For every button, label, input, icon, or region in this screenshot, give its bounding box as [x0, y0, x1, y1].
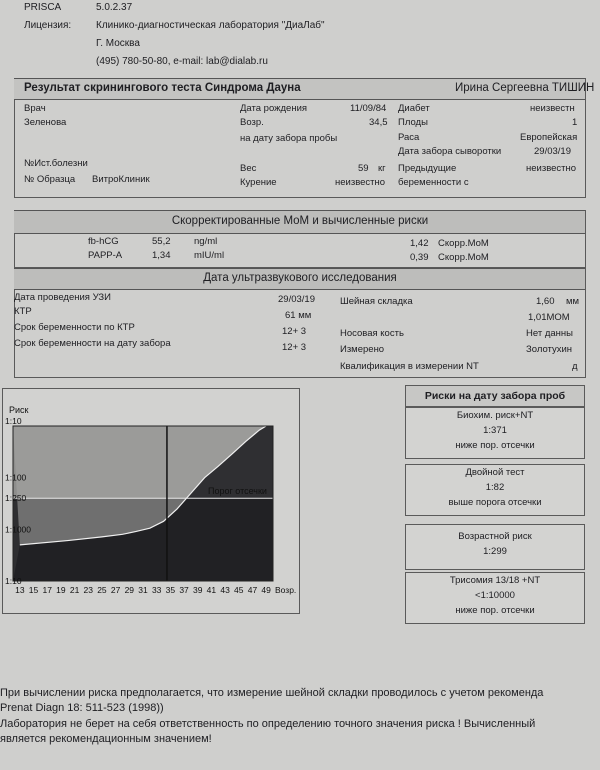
lab-contacts: (495) 780-50-80, e-mail: lab@dialab.ru: [96, 56, 268, 67]
case-number-label: №Ист.болезни: [24, 158, 88, 169]
result-title: Результат скринингового теста Синдрома Дауна: [24, 82, 301, 94]
trisomy-risk-value: <1:10000: [475, 590, 515, 601]
birth-date-value: 11/09/84: [350, 103, 387, 114]
race-label: Раса: [398, 132, 420, 143]
serum-date-value: 29/03/19: [534, 146, 571, 157]
mom-row-name: fb-hCG: [88, 236, 119, 247]
mom-title: Скорректированные МоМ и вычисленные риски: [171, 215, 429, 227]
ultrasound-title: Дата ультразвукового исследования: [203, 272, 397, 284]
age-risk-value: 1:299: [483, 546, 507, 557]
age-label-sub: на дату забора пробы: [240, 133, 338, 144]
trisomy-risk-box: [405, 572, 585, 624]
ga-ktr-label: Срок беременности по КТР: [14, 322, 135, 333]
nt-value: 1,60: [536, 296, 555, 307]
mom-row-mom-label: Скорр.МоМ: [438, 238, 489, 249]
age-value: 34,5: [369, 117, 388, 128]
mom-row-mom: 0,39: [410, 252, 429, 263]
y-tick-label: 1:10: [5, 576, 22, 586]
nasal-bone-label: Носовая кость: [340, 328, 404, 339]
diabetes-value: неизвестн: [530, 103, 575, 114]
system-label: PRISCA: [24, 2, 62, 13]
mom-row-value: 55,2: [152, 236, 171, 247]
prev-pregnancy-label-sub: беременности с: [398, 177, 469, 188]
ga-ktr-value: 12+ 3: [282, 326, 307, 337]
x-tick-label: 21: [69, 585, 80, 595]
y-axis-label: Риск: [9, 405, 29, 415]
ga-sample-value: 12+ 3: [282, 342, 307, 353]
weight-value: 59: [358, 163, 369, 174]
license-label: Лицензия:: [24, 20, 72, 31]
mom-row-mom: 1,42: [410, 238, 429, 249]
x-tick-label: 25: [97, 585, 107, 595]
mom-row-mom-label: Скорр.МоМ: [438, 252, 489, 263]
prev-pregnancy-label: Предыдущие: [398, 163, 457, 174]
us-date-value: 29/03/19: [278, 294, 315, 305]
prev-pregnancy-value: неизвестно: [526, 163, 577, 174]
x-tick-label: 43: [220, 585, 230, 595]
x-tick-label: 39: [193, 585, 203, 595]
serum-date-label: Дата забора сыворотки: [398, 146, 502, 157]
birth-date-label: Дата рождения: [240, 103, 308, 114]
x-tick-label: 15: [28, 585, 39, 595]
mom-row-name: PAPP-A: [88, 250, 123, 261]
x-tick-label: 33: [151, 585, 162, 595]
footer-line-3: Лаборатория не берет на себя ответственность по определению точного значения риска ! Вычисленный: [0, 718, 536, 730]
x-tick-label: 49: [261, 585, 271, 595]
cutoff-label: Порог отсечки: [208, 486, 267, 497]
patient-name: Ирина Сергеевна ТИШИН: [455, 82, 595, 94]
weight-label: Вес: [240, 163, 257, 174]
ktr-label: КТР: [14, 306, 32, 317]
biochem-risk-note: ниже пор. отсечки: [455, 440, 535, 451]
y-tick-label: 1:10: [5, 416, 22, 426]
double-test-box: [405, 464, 585, 516]
x-tick-label: 19: [56, 585, 66, 595]
biochem-risk-value: 1:371: [483, 425, 507, 436]
x-axis-label: Возр.: [275, 585, 297, 595]
race-value: Европейская: [520, 132, 578, 143]
sample-number-label: № Образца: [24, 174, 76, 185]
x-tick-label: 31: [138, 585, 148, 595]
y-tick-label: 1:1000: [5, 524, 31, 535]
y-tick-label: 1:250: [5, 493, 27, 504]
x-tick-label: 29: [124, 585, 135, 595]
sample-number-value: ВитроКлиник: [92, 174, 150, 185]
weight-unit: кг: [378, 163, 386, 174]
nt-unit: мм: [566, 296, 580, 307]
risk-chart: [2, 388, 300, 614]
x-tick-label: 45: [234, 585, 244, 595]
ga-sample-label: Срок беременности на дату забора: [14, 338, 171, 349]
age-risk-box: [405, 524, 585, 570]
lab-city: Г. Москва: [96, 38, 140, 49]
footer-line-2: Prenat Diagn 18: 511-523 (1998)): [0, 702, 164, 714]
mom-row-value: 1,34: [152, 250, 171, 261]
biochem-risk-label: Биохим. риск+NT: [456, 410, 534, 421]
x-tick-label: 13: [15, 585, 25, 595]
measured-label: Измерено: [340, 344, 385, 355]
footer-line-4: является рекомендационным значением!: [0, 733, 212, 745]
lab-name: Клинико-диагностическая лаборатория "ДиаЛаб": [96, 20, 325, 31]
nt-qualification-label: Квалификация в измерении NT: [340, 361, 479, 372]
measured-value: Золотухин: [526, 344, 573, 355]
risk-chart-svg: [3, 389, 299, 613]
smoking-value: неизвестно: [335, 177, 386, 188]
doctor-label: Врач: [24, 103, 46, 114]
x-tick-label: 37: [179, 585, 189, 595]
trisomy-risk-label: Трисомия 13/18 +NT: [449, 575, 541, 586]
us-date-label: Дата проведения УЗИ: [14, 292, 111, 303]
nt-label: Шейная складка: [340, 296, 413, 307]
nasal-bone-value: Нет данны: [526, 328, 573, 339]
version-label: 5.0.2.37: [96, 2, 133, 13]
x-tick-label: 23: [83, 585, 93, 595]
smoking-label: Курение: [240, 177, 277, 188]
age-label: Возр.: [240, 117, 264, 128]
mom-row-unit: mIU/ml: [194, 250, 225, 261]
doctor-name: Зеленова: [24, 117, 67, 128]
age-risk-label: Возрастной риск: [458, 531, 532, 542]
nt-mom: 1,01МОМ: [528, 312, 570, 323]
ktr-value: 61 мм: [285, 310, 312, 321]
fetus-label: Плоды: [398, 117, 428, 128]
footer-line-1: При вычислении риска предполагается, что измерение шейной складки проводилось с учетом рекоменда: [0, 687, 544, 699]
x-tick-label: 47: [247, 585, 258, 595]
double-test-label: Двойной тест: [465, 467, 525, 478]
x-tick-label: 35: [165, 585, 176, 595]
biochem-risk-box: [405, 407, 585, 459]
y-tick-label: 1:100: [5, 472, 27, 483]
mom-row-unit: ng/ml: [194, 236, 218, 247]
diabetes-label: Диабет: [398, 103, 430, 114]
double-test-value: 1:82: [485, 482, 505, 493]
nt-qualification-value: д: [572, 361, 578, 372]
x-tick-label: 17: [42, 585, 52, 595]
trisomy-risk-note: ниже пор. отсечки: [455, 605, 535, 616]
fetus-value: 1: [572, 117, 578, 128]
risks-title-box: [405, 385, 585, 407]
x-tick-label: 27: [110, 585, 121, 595]
double-test-note: выше порога отсечки: [448, 497, 542, 508]
risks-title: Риски на дату забора проб: [424, 390, 566, 402]
x-tick-label: 41: [206, 585, 217, 595]
